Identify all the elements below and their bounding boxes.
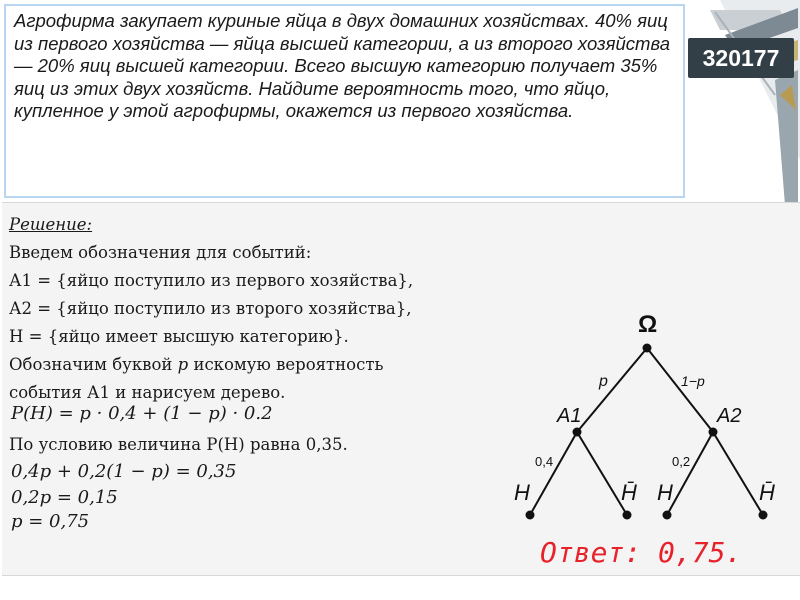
leaf-a2-hbar xyxy=(759,511,768,520)
label-prob-02: 0,2 xyxy=(672,454,691,469)
leaf-a2-h xyxy=(663,511,672,520)
edge-a2-h xyxy=(667,432,713,515)
probability-tree xyxy=(495,300,795,540)
edge-a1-h xyxy=(530,432,577,515)
node-root xyxy=(643,344,652,353)
node-a1 xyxy=(573,428,582,437)
edge-root-a2 xyxy=(647,348,713,432)
label-a1: A1 xyxy=(557,405,582,427)
label-edge-1-p: 1−p xyxy=(681,373,705,389)
edge-a2-hbar xyxy=(713,432,763,515)
label-edge-p: p xyxy=(599,373,608,390)
pen-notebook-decoration xyxy=(680,0,800,205)
node-a2 xyxy=(709,428,718,437)
label-leaf-a1-h: H xyxy=(514,480,530,505)
solution-line-4: Н = {яйцо имеет высшую категорию}. xyxy=(9,327,349,346)
label-leaf-a1-hbar: H̄ xyxy=(621,480,637,505)
leaf-a1-hbar xyxy=(623,511,632,520)
solution-line-1: Введем обозначения для событий: xyxy=(9,243,312,262)
edge-root-a1 xyxy=(577,348,647,432)
equation-1: 0,4p + 0,2(1 − p) = 0,35 xyxy=(11,461,237,482)
solution-line-5 xyxy=(9,355,383,374)
label-leaf-a2-h: H xyxy=(657,480,673,505)
task-number-badge: 320177 xyxy=(688,38,794,78)
label-prob-04: 0,4 xyxy=(535,454,554,469)
solution-line-2: А1 = {яйцо поступило из первого хозяйства}, xyxy=(9,271,414,290)
solution-heading: Решение: xyxy=(9,215,93,234)
equation-3: p = 0,75 xyxy=(11,511,90,532)
variable-p: р xyxy=(177,355,189,374)
edge-a1-hbar xyxy=(577,432,627,515)
problem-text: Агрофирма закупает куриные яйца в двух домашних хозяйствах. 40% яиц из первого хозяйства — яйца высшей категории, а из второго хозяйства — 20% яиц высшей категории. Всего высшую категорию получает 35% яиц из этих двух хозяйств. Найдите вероятность того, что яйцо, купленное у этой агрофирмы, окажется из первого хозяйства. xyxy=(14,10,671,121)
formula-probability: P(H) = p · 0,4 + (1 − p) · 0.2 xyxy=(11,403,273,424)
solution-line-5-start: Обозначим буквой xyxy=(9,355,178,374)
label-root: Ω xyxy=(638,311,658,338)
label-a2: A2 xyxy=(717,405,742,427)
problem-box xyxy=(4,4,685,198)
equation-2: 0,2p = 0,15 xyxy=(11,487,118,508)
label-leaf-a2-hbar: H̄ xyxy=(759,480,775,505)
solution-line-7: По условию величина Р(Н) равна 0,35. xyxy=(9,435,348,454)
answer-text: Ответ: 0,75. xyxy=(540,536,743,569)
solution-line-5-end: искомую вероятность xyxy=(188,355,384,374)
solution-line-3: А2 = {яйцо поступило из второго хозяйства}, xyxy=(9,299,412,318)
leaf-a1-h xyxy=(526,511,535,520)
solution-line-6: события А1 и нарисуем дерево. xyxy=(9,383,286,402)
